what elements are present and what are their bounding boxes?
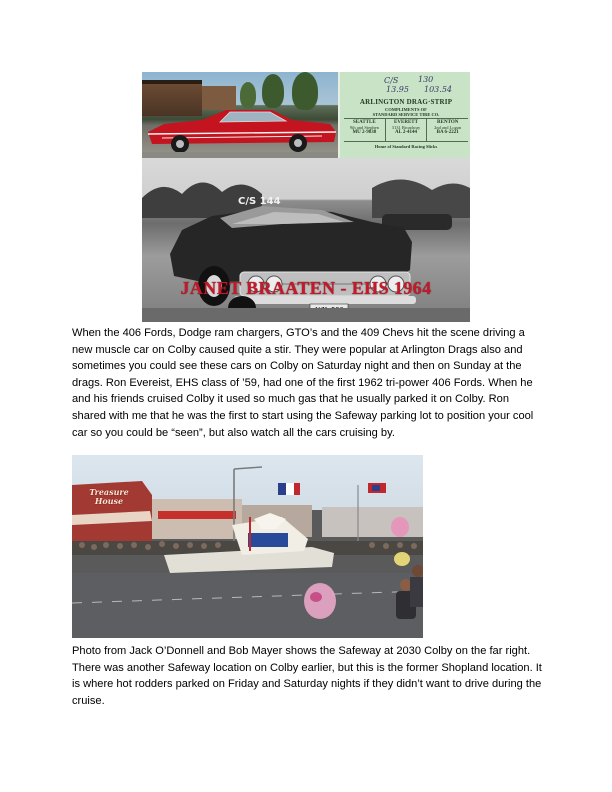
location-address: 3131 Broadway [391,125,421,130]
drag-strip-time-slip [338,72,470,158]
location-city: RENTON [437,120,459,125]
location-address: 2nd and Logan [434,125,462,130]
ticket-speed: 103.54 [424,85,452,94]
ticket-location [427,119,468,141]
location-phone: MU 2-9838 [352,130,377,135]
ticket-subtitle-line2: STANDARD SERVICE TIRE CO. [372,112,440,117]
photo-caption-overlay: JANET BRAATEN - EHS 1964 [180,278,432,298]
ticket-location [386,119,428,141]
photo-collage-janet-braaten [142,72,470,322]
ticket-class: C/S [384,76,399,85]
body-paragraph-muscle-cars: When the 406 Fords, Dodge ram chargers, GTO’s and the 409 Chevs hit the scene driving a new muscle car on Colby caused quite a stir. They were popular at Arlington Drags also and sometimes you could see these cars on Colby on Saturday night and then on Sunday at the drags. Ron Evereist, EHS class of ’59, had one of the first 1962 tri-power 406 Fords. When he and his friends cruised Colby it used so much gas that he usually parked it on Colby. Ron shared with me that he was the first to start using the Safeway parking lot to position your cool car so you could be “seen”, but also watch all the cars cruising by. [72,327,534,439]
black-and-white-car-photo [142,158,470,322]
ticket-number: 130 [418,75,434,84]
parade-on-colby-photo [72,455,423,638]
ticket-elapsed-time: 13.95 [386,85,409,94]
ticket-footer: Home of Standard Racing Slicks [374,144,438,149]
store-sign: Treasure House [89,487,129,506]
location-address: 9th and Stephen [349,125,379,130]
location-phone: AL 2-4144 [394,130,418,135]
location-city: SEATTLE [352,120,376,125]
ticket-locations [344,118,468,142]
door-number: C/S 144 [238,196,281,207]
body-paragraph-safeway: Photo from Jack O’Donnell and Bob Mayer shows the Safeway at 2030 Colby on the far right. There was another Safeway location on Colby earlier, but this is the former Shopland location. It is where hot rodders parked on Friday and Saturday nights if they didn’t want to drive during the cruise. [72,645,542,707]
ticket-title: ARLINGTON DRAG·STRIP [359,98,453,106]
location-city: EVERETT [394,120,418,125]
red-car-color-photo [142,72,338,158]
ticket-subtitle [340,107,470,117]
location-phone: BA 6-2221 [436,130,459,135]
ticket-subtitle-line1: COMPLIMENTS OF [385,107,427,112]
parade-illustration [72,455,423,638]
ticket-location [344,119,386,141]
red-car-illustration [142,102,338,158]
